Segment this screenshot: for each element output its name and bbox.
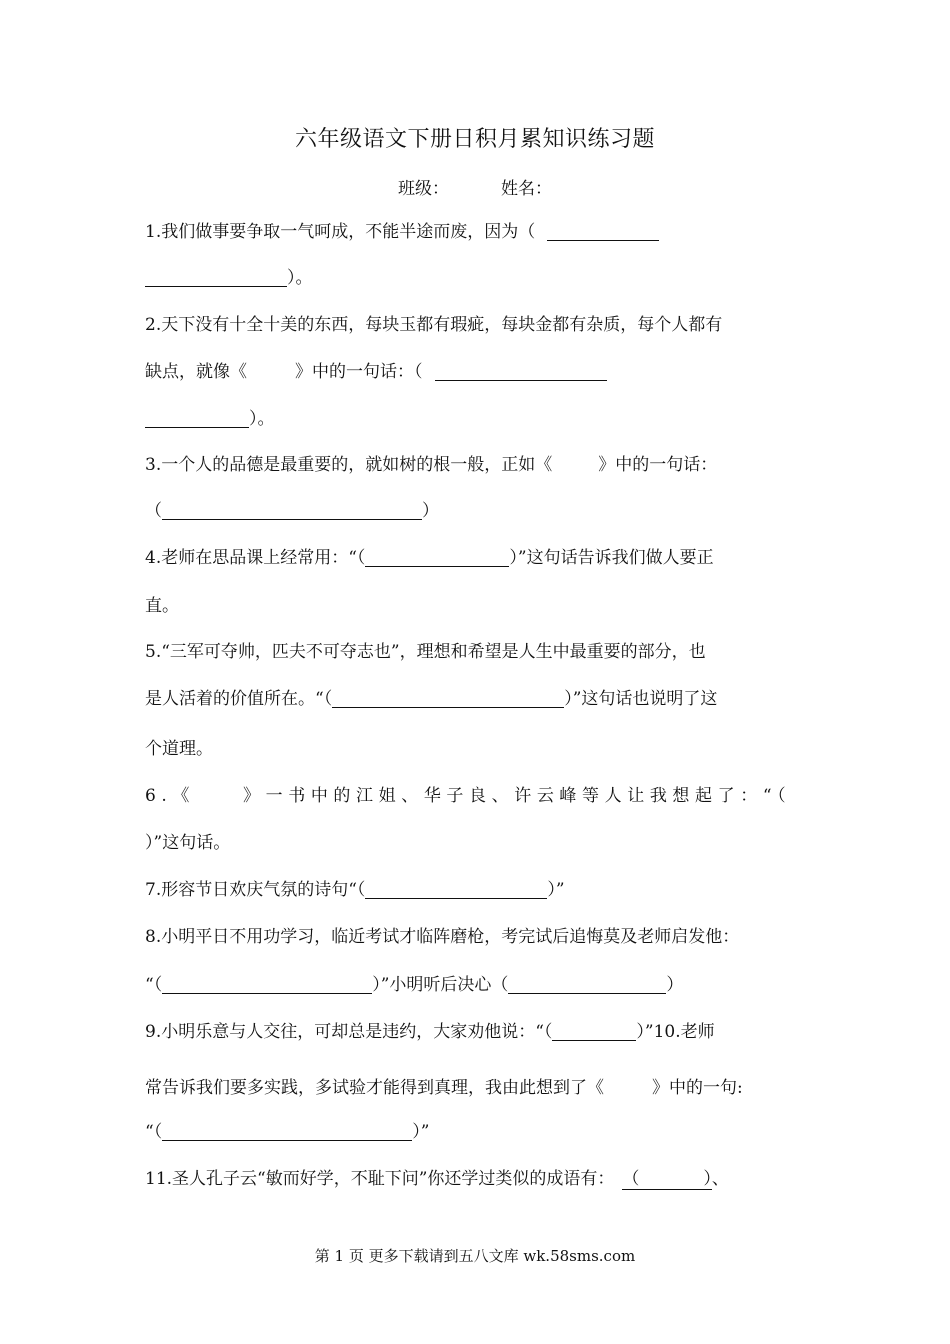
question-11-line-1: 11.圣人孔子云“敏而好学，不耻下问”你还学过类似的成语有： （ ）、 bbox=[145, 1169, 729, 1189]
answer-blank[interactable] bbox=[162, 975, 372, 994]
name-label: 姓名： bbox=[501, 179, 552, 199]
question-5-line-2: 是人活着的价值所在。“（ ）”这句话也说明了这 bbox=[145, 689, 718, 709]
question-8-line-2: “（ ）”小明听后决心（ ） bbox=[145, 975, 684, 995]
question-3-line-1: 3.一个人的品德是最重要的，就如树的根一般，正如《 》中的一句话： bbox=[145, 455, 718, 475]
answer-blank[interactable] bbox=[332, 689, 564, 708]
question-5-line-1: 5.“三军可夺帅，匹夫不可夺志也”，理想和希望是人生中最重要的部分，也 bbox=[145, 642, 706, 662]
answer-blank[interactable] bbox=[145, 409, 249, 428]
question-1-line-2: ）。 bbox=[145, 266, 313, 290]
question-3-line-2: （ ） bbox=[145, 501, 439, 521]
answer-blank[interactable] bbox=[162, 501, 422, 520]
page-footer: 第 1 页 更多下载请到五八文库 wk.58sms.com bbox=[314, 1247, 636, 1265]
answer-blank[interactable] bbox=[508, 975, 666, 994]
question-8-line-1: 8.小明平日不用功学习，临近考试才临阵磨枪，考完试后追悔莫及老师启发他： bbox=[145, 927, 740, 947]
answer-blank[interactable] bbox=[365, 548, 509, 567]
answer-blank[interactable] bbox=[162, 1122, 412, 1141]
question-6-line-2: ）”这句话。 bbox=[145, 833, 231, 853]
student-info bbox=[0, 174, 950, 199]
question-2-line-1: 2.天下没有十全十美的东西，每块玉都有瑕疵，每块金都有杂质，每个人都有 bbox=[145, 315, 723, 335]
answer-blank[interactable] bbox=[552, 1022, 636, 1041]
answer-blank[interactable] bbox=[435, 362, 607, 381]
question-10-line-2: “（ ）” bbox=[145, 1122, 430, 1142]
answer-blank[interactable] bbox=[145, 268, 287, 287]
class-label: 班级： bbox=[398, 179, 449, 199]
question-2-line-2: 缺点，就像《 》中的一句话：（ bbox=[145, 360, 607, 384]
question-10-line-1: 常告诉我们要多实践，多试验才能得到真理，我由此想到了《 》中的一句: bbox=[145, 1078, 743, 1098]
page-title: 六年级语文下册日积月累知识练习题 bbox=[294, 127, 655, 152]
question-1-line-1: 1.我们做事要争取一气呵成，不能半途而废，因为（ bbox=[145, 220, 659, 244]
answer-blank[interactable] bbox=[365, 880, 547, 899]
question-7-line-1: 7.形容节日欢庆气氛的诗句“（ ）” bbox=[145, 880, 565, 900]
question-9-line-1: 9.小明乐意与人交往，可却总是违约，大家劝他说：“（ ）”10.老师 bbox=[145, 1022, 715, 1042]
question-6-line-1: 6.《 》一书中的江姐、华子良、许云峰等人让我想起了：“（ bbox=[145, 786, 792, 806]
question-2-line-3: ）。 bbox=[145, 407, 275, 431]
question-5-line-3: 个道理。 bbox=[145, 739, 213, 759]
answer-blank[interactable] bbox=[547, 222, 659, 241]
question-4-line-1: 4.老师在思品课上经常用：“（ ）”这句话告诉我们做人要正 bbox=[145, 548, 714, 568]
question-4-line-2: 直。 bbox=[145, 596, 179, 616]
